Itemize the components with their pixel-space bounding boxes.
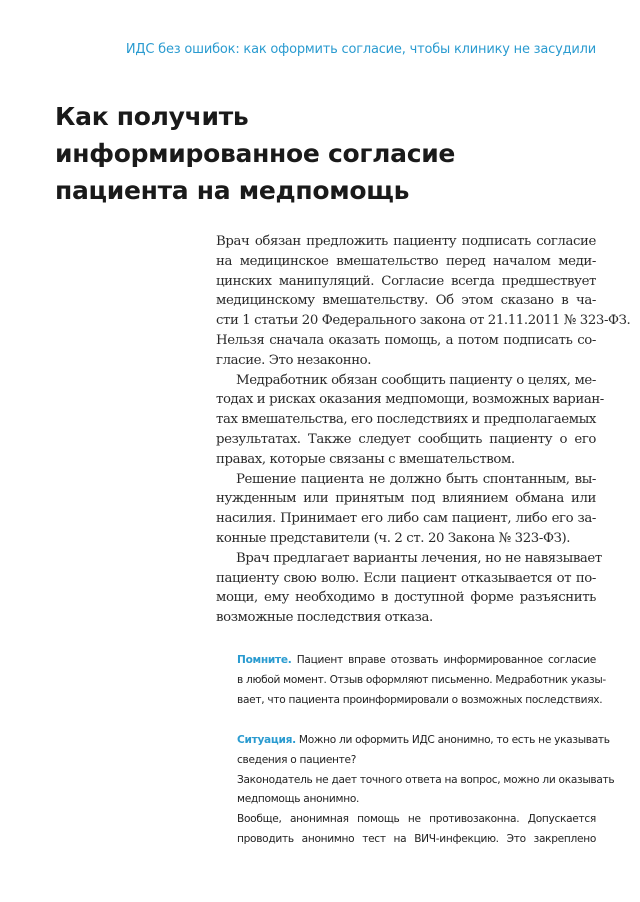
situation-note	[237, 731, 615, 850]
paragraph-line: цинских манипуляций. Согласие всегда предшествует	[216, 273, 596, 289]
paragraph-line: тах вмешательства, его последствиях и предполагаемых	[216, 412, 596, 428]
body-text	[216, 232, 631, 628]
paragraph-line: сти 1 статьи 20 Федерального закона от 21.11.2011 № 323-ФЗ.	[216, 313, 631, 329]
paragraph-line: Нельзя сначала оказать помощь, а потом подписать со-	[216, 332, 596, 348]
remember-note	[237, 651, 606, 710]
situation-line: медпомощь анонимно.	[237, 793, 360, 806]
paragraph-line: возможные последствия отказа.	[216, 610, 433, 626]
title-line: пациента на медпомощь	[55, 176, 410, 205]
situation-line: Вообще, анонимная помощь не противозаконна. Допускается	[237, 813, 596, 826]
paragraph-line: Решение пациента не должно быть спонтанным, вы-	[236, 471, 596, 487]
situation-line: Законодатель не дает точного ответа на вопрос, можно ли оказывать	[237, 773, 615, 786]
paragraph-line: Медработник обязан сообщить пациенту о целях, ме-	[236, 372, 596, 388]
paragraph-line: медицинскому вмешательству. Об этом сказано в ча-	[216, 293, 596, 309]
remember-line: в любой момент. Отзыв оформляют письменно. Медработник указы-	[237, 673, 606, 686]
remember-text: Пациент вправе отозвать информированное согласие	[291, 654, 596, 666]
paragraph-line: насилия. Принимает его либо сам пациент, либо его за-	[216, 511, 596, 527]
paragraph-line: тодах и рисках оказания медпомощи, возможных вариан-	[216, 392, 604, 408]
situation-line: проводить анонимно тест на ВИЧ-инфекцию. Это закреплено	[237, 832, 596, 845]
paragraph-line: на медицинское вмешательство перед началом меди-	[216, 253, 596, 269]
paragraph-line: Врач предлагает варианты лечения, но не навязывает	[236, 550, 602, 566]
remember-line: вает, что пациента проинформировали о возможных последствиях.	[237, 693, 603, 706]
title-line: информированное согласие	[55, 139, 456, 168]
situation-line: сведения о пациенте?	[237, 753, 357, 766]
paragraph-line: правах, которые связаны с вмешательством.	[216, 451, 515, 467]
page-title	[55, 98, 455, 209]
situation-lead: Ситуация.	[237, 734, 296, 746]
paragraph-line: пациенту свою волю. Если пациент отказывается от по-	[216, 570, 596, 586]
paragraph-line: конные представители (ч. 2 ст. 20 Закона № 323-ФЗ).	[216, 530, 571, 546]
paragraph-line: нужденным или принятым под влиянием обмана или	[216, 491, 596, 507]
title-line: Как получить	[55, 102, 249, 131]
remember-lead: Помните.	[237, 654, 292, 666]
paragraph-line: гласие. Это незаконно.	[216, 352, 372, 368]
paragraph-line: результатах. Также следует сообщить пациенту о его	[216, 431, 596, 447]
running-head: ИДС без ошибок: как оформить согласие, чтобы клинику не засудили	[125, 42, 596, 57]
situation-text: Можно ли оформить ИДС анонимно, то есть не указывать	[295, 734, 610, 746]
paragraph-line: Врач обязан предложить пациенту подписать согласие	[216, 234, 596, 249]
paragraph-line: мощи, ему необходимо в доступной форме разъяснить	[216, 590, 596, 606]
